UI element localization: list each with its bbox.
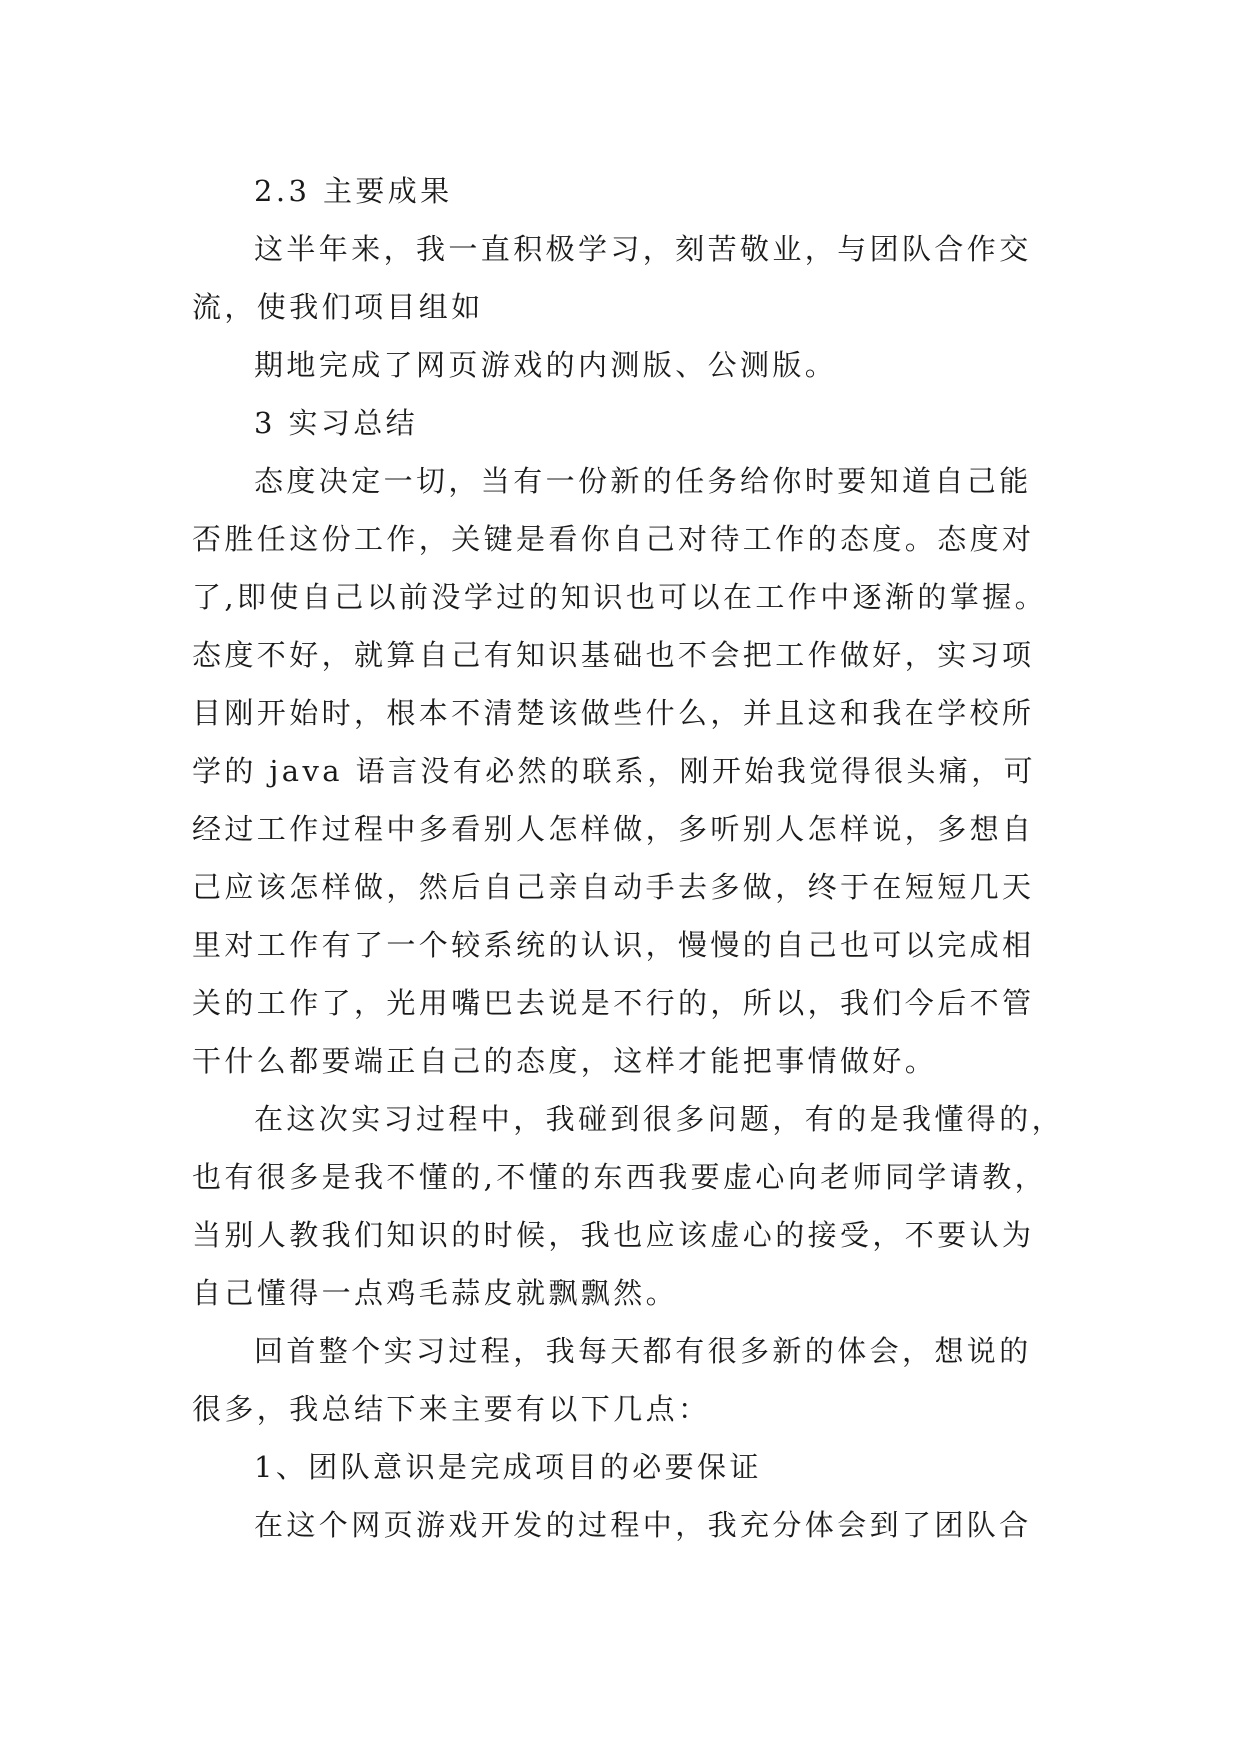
- text-line: 2.3 主要成果: [254, 174, 453, 208]
- text-line: 自己懂得一点鸡毛蒜皮就飘飘然。: [192, 1276, 679, 1310]
- text-line: 关的工作了，光用嘴巴去说是不行的，所以，我们今后不管: [192, 986, 1035, 1020]
- achievements-paragraph: [192, 220, 1050, 336]
- text-line: 在这个网页游戏开发的过程中，我充分体会到了团队合: [254, 1508, 1032, 1542]
- text-line: 里对工作有了一个较系统的认识，慢慢的自己也可以完成相: [192, 928, 1035, 962]
- achievements-continuation: [192, 336, 1050, 394]
- text-line: 了,即使自己以前没学过的知识也可以在工作中逐渐的掌握。: [192, 580, 1048, 614]
- text-line: 回首整个实习过程，我每天都有很多新的体会，想说的: [254, 1334, 1032, 1368]
- attitude-paragraph: [192, 452, 1050, 1090]
- text-line: 态度不好，就算自己有知识基础也不会把工作做好，实习项: [192, 638, 1035, 672]
- text-line: 态度决定一切，当有一份新的任务给你时要知道自己能: [254, 464, 1032, 498]
- text-line: 也有很多是我不懂的,不懂的东西我要虚心向老师同学请教，: [192, 1160, 1048, 1194]
- section-3-heading: [192, 394, 1050, 452]
- text-line: 学的 java 语言没有必然的联系，刚开始我觉得很头痛，可: [192, 754, 1036, 788]
- section-2-3-heading: [192, 162, 1050, 220]
- text-line: 这半年来，我一直积极学习，刻苦敬业，与团队合作交: [254, 232, 1032, 266]
- review-paragraph: [192, 1322, 1050, 1438]
- text-line: 流，使我们项目组如: [192, 290, 484, 324]
- text-line: 干什么都要端正自己的态度，这样才能把事情做好。: [192, 1044, 938, 1078]
- text-line: 否胜任这份工作，关键是看你自己对待工作的态度。态度对: [192, 522, 1035, 556]
- text-line: 在这次实习过程中，我碰到很多问题，有的是我懂得的，: [254, 1102, 1065, 1136]
- text-line: 己应该怎样做，然后自己亲自动手去多做，终于在短短几天: [192, 870, 1035, 904]
- point-1-heading: [192, 1438, 1050, 1496]
- text-line: 目刚开始时，根本不清楚该做些什么，并且这和我在学校所: [192, 696, 1035, 730]
- text-line: 3 实习总结: [254, 406, 419, 440]
- text-line: 期地完成了网页游戏的内测版、公测版。: [254, 348, 838, 382]
- document-page: [192, 162, 1065, 1554]
- text-line: 经过工作过程中多看别人怎样做，多听别人怎样说，多想自: [192, 812, 1035, 846]
- text-line: 1、团队意识是完成项目的必要保证: [254, 1450, 762, 1484]
- text-line: 当别人教我们知识的时候，我也应该虚心的接受，不要认为: [192, 1218, 1035, 1252]
- text-line: 很多，我总结下来主要有以下几点：: [192, 1392, 711, 1426]
- humility-paragraph: [192, 1090, 1065, 1322]
- teamwork-paragraph: [192, 1496, 1050, 1554]
